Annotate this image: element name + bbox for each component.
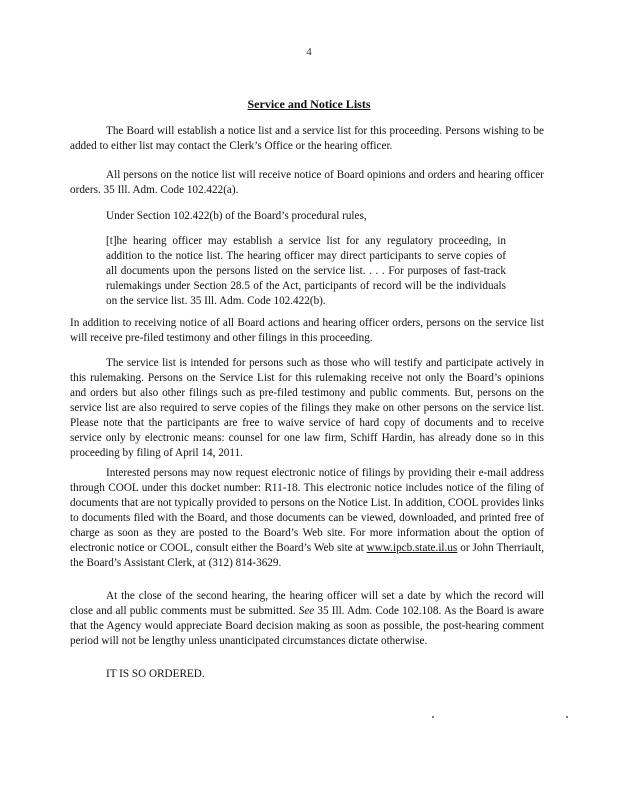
electronic-notice-text: Interested persons may now request electronic notice of filings by providing their e-mail address through COOL under this docket number: R11-18. This electronic notice includes notice of the filing of documents that are not typically provided to persons on the Notice List. In addition, COOL provides links to documents filed with the Board, and those documents can be viewed, downloaded, and printed free of charge as soon as they are posted to the Board’s Web site. For more information about the option of electronic notice or COOL, consult either the Board’s Web site at — [70, 467, 544, 554]
closing-order: IT IS SO ORDERED. — [106, 668, 205, 680]
record-close-text: At the close of the second hearing, the hearing officer will set a date by which the record will close and all public comments must be submitted. — [70, 590, 544, 617]
page-number: 4 — [306, 46, 312, 58]
section-heading: Service and Notice Lists — [247, 97, 371, 111]
scan-speck — [566, 716, 568, 718]
electronic-notice-contact: or John Therriault, the Board’s Assistant Clerk, at (312) 814-3629. — [70, 542, 544, 569]
paragraph-service-list-filings: In addition to receiving notice of all Board actions and hearing officer orders, persons on the service list will receive pre-filed testimony and other filings in this proceeding. — [70, 317, 544, 344]
paragraph-electronic-notice — [70, 466, 544, 571]
paragraph-notice-list-orders: All persons on the notice list will receive notice of Board opinions and orders and hearing officer orders. 35 Ill. Adm. Code 102.422(a). — [70, 169, 544, 196]
board-website-link[interactable]: www.ipcb.state.il.us — [366, 542, 458, 554]
scan-speck — [432, 716, 434, 718]
paragraph-service-list-purpose: The service list is intended for persons such as those who will testify and participate actively in this rulemaking. Persons on the Service List for this rulemaking receive not only the Board’s opinions and orders but also other filings such as pre-filed testimony and public comments. But, persons on the service list are also required to serve copies of the filings they make on other persons on the service list. Please note that the participants are free to waive service of hard copy of documents and to receive service only by electronic means: counsel for one law firm, Schiff Hardin, has already done so in this proceeding by filing of April 14, 2011. — [70, 357, 544, 459]
see-signal: See — [298, 605, 315, 617]
paragraph-section-intro: Under Section 102.422(b) of the Board’s procedural rules, — [106, 210, 367, 222]
record-close-cite: 35 Ill. Adm. Code 102.108. As the Board is aware that the Agency would appreciate Board decision making as soon as possible, the post-hearing comment period will not be lengthy unless unanticipated circumstances dictate otherwise. — [70, 605, 544, 647]
paragraph-notice-service-lists: The Board will establish a notice list and a service list for this proceeding. Persons wishing to be added to either list may contact the Clerk’s Office or the hearing officer. — [70, 125, 544, 152]
block-quote-section-102-422b: [t]he hearing officer may establish a service list for any regulatory proceeding, in addition to the notice list. The hearing officer may direct participants to serve copies of all documents upon the persons listed on the service list. . . . For purposes of fast-track rulemakings under Section 28.5 of the Act, participants of record will be the individuals on the service list. 35 Ill. Adm. Code 102.422(b). — [106, 235, 506, 307]
paragraph-record-close — [70, 589, 544, 649]
